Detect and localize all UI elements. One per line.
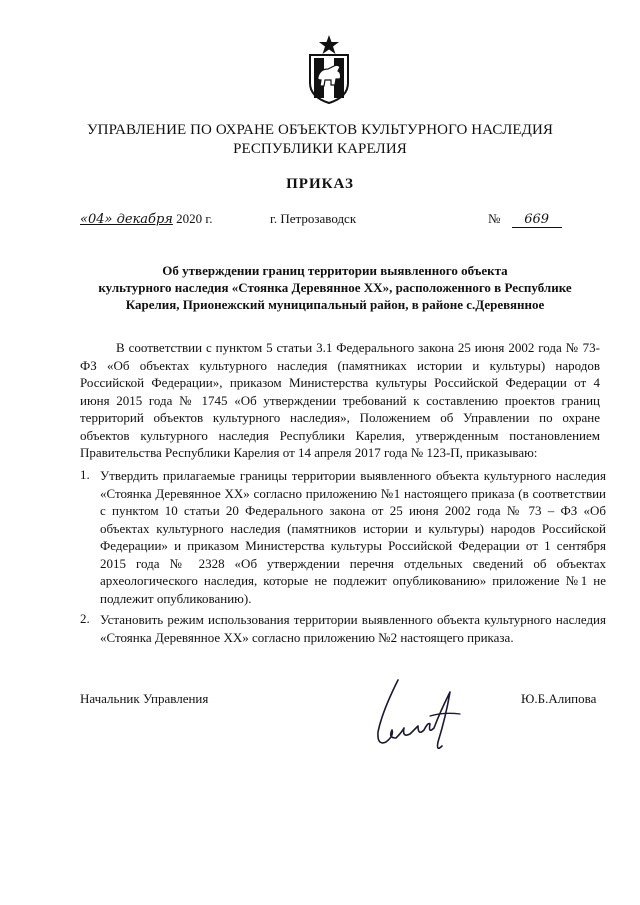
handwritten-number: 669 — [512, 212, 562, 228]
order-year: 2020 г. — [176, 211, 213, 226]
signatory-position: Начальник Управления — [80, 691, 209, 706]
item-text-1: Утвердить прилагаемые границы территории выявленного объекта культурного наследия «Стоянка Деревянное XX» согласно приложению №1 настоящего приказа (в соответствии с пунктом 10 статьи 20 Федерального закона от 25 июня 2002 года № 73 – ФЗ «Об объектах культурного наследия (памятников истории и культуры) народов Российской Федерации» и приказом Министерства культуры Российской Федерации от 1 сентября 2015 года № 2328 «Об утверждении перечня отдельных сведений об объектах археологического наследия, которые не подлежит опубликованию» приложение №1 не подлежит опубликованию). — [100, 468, 606, 606]
item-text-2: Установить режим использования территории выявленного объекта культурного наследия «Стоянка Деревянное XX» согласно приложению №2 настоящего приказа. — [100, 612, 606, 645]
subject-line1: Об утверждении границ территории выявленного объекта — [162, 263, 508, 278]
org-name-line1: УПРАВЛЕНИЕ ПО ОХРАНЕ ОБЪЕКТОВ КУЛЬТУРНОГО НАСЛЕДИЯ — [86, 122, 554, 138]
number-label: № — [488, 211, 501, 226]
order-city: г. Петрозаводск — [270, 211, 357, 226]
handwritten-signature-icon — [368, 672, 464, 756]
org-name-line2: РЕСПУБЛИКИ КАРЕЛИЯ — [233, 141, 407, 157]
subject-line2: культурного наследия «Стоянка Деревянное XX», расположенного в Республике — [98, 280, 572, 295]
item-number-1: 1. — [80, 467, 90, 482]
handwritten-date: «04» декабря — [80, 212, 173, 227]
item-number-2: 2. — [80, 611, 90, 626]
order-number — [488, 211, 562, 228]
order-subject — [70, 262, 600, 313]
preamble-paragraph: В соответствии с пунктом 5 статьи 3.1 Федерального закона 25 июня 2002 года № 73-ФЗ «Об объектах культурного наследия (памятниках истории и культуры) народов Российской Федерации», приказом Министерства культуры Российской Федерации от 4 июня 2015 года № 1745 «Об утверждении требований к составлению проектов границ территорий объектов культурного наследия», Положением об Управлении по охране объектов культурного наследия Республики Карелия, утвержденным постановлением Правительства Республики Карелия от 14 апреля 2017 года № 123-П, приказываю: — [80, 340, 600, 460]
subject-line3: Карелия, Прионежский муниципальный район, в районе с.Деревянное — [125, 297, 545, 312]
order-date — [80, 211, 213, 227]
signatory-name: Ю.Б.Алипова — [521, 691, 597, 706]
document-title: ПРИКАЗ — [286, 176, 354, 192]
coat-of-arms-icon — [304, 33, 354, 105]
